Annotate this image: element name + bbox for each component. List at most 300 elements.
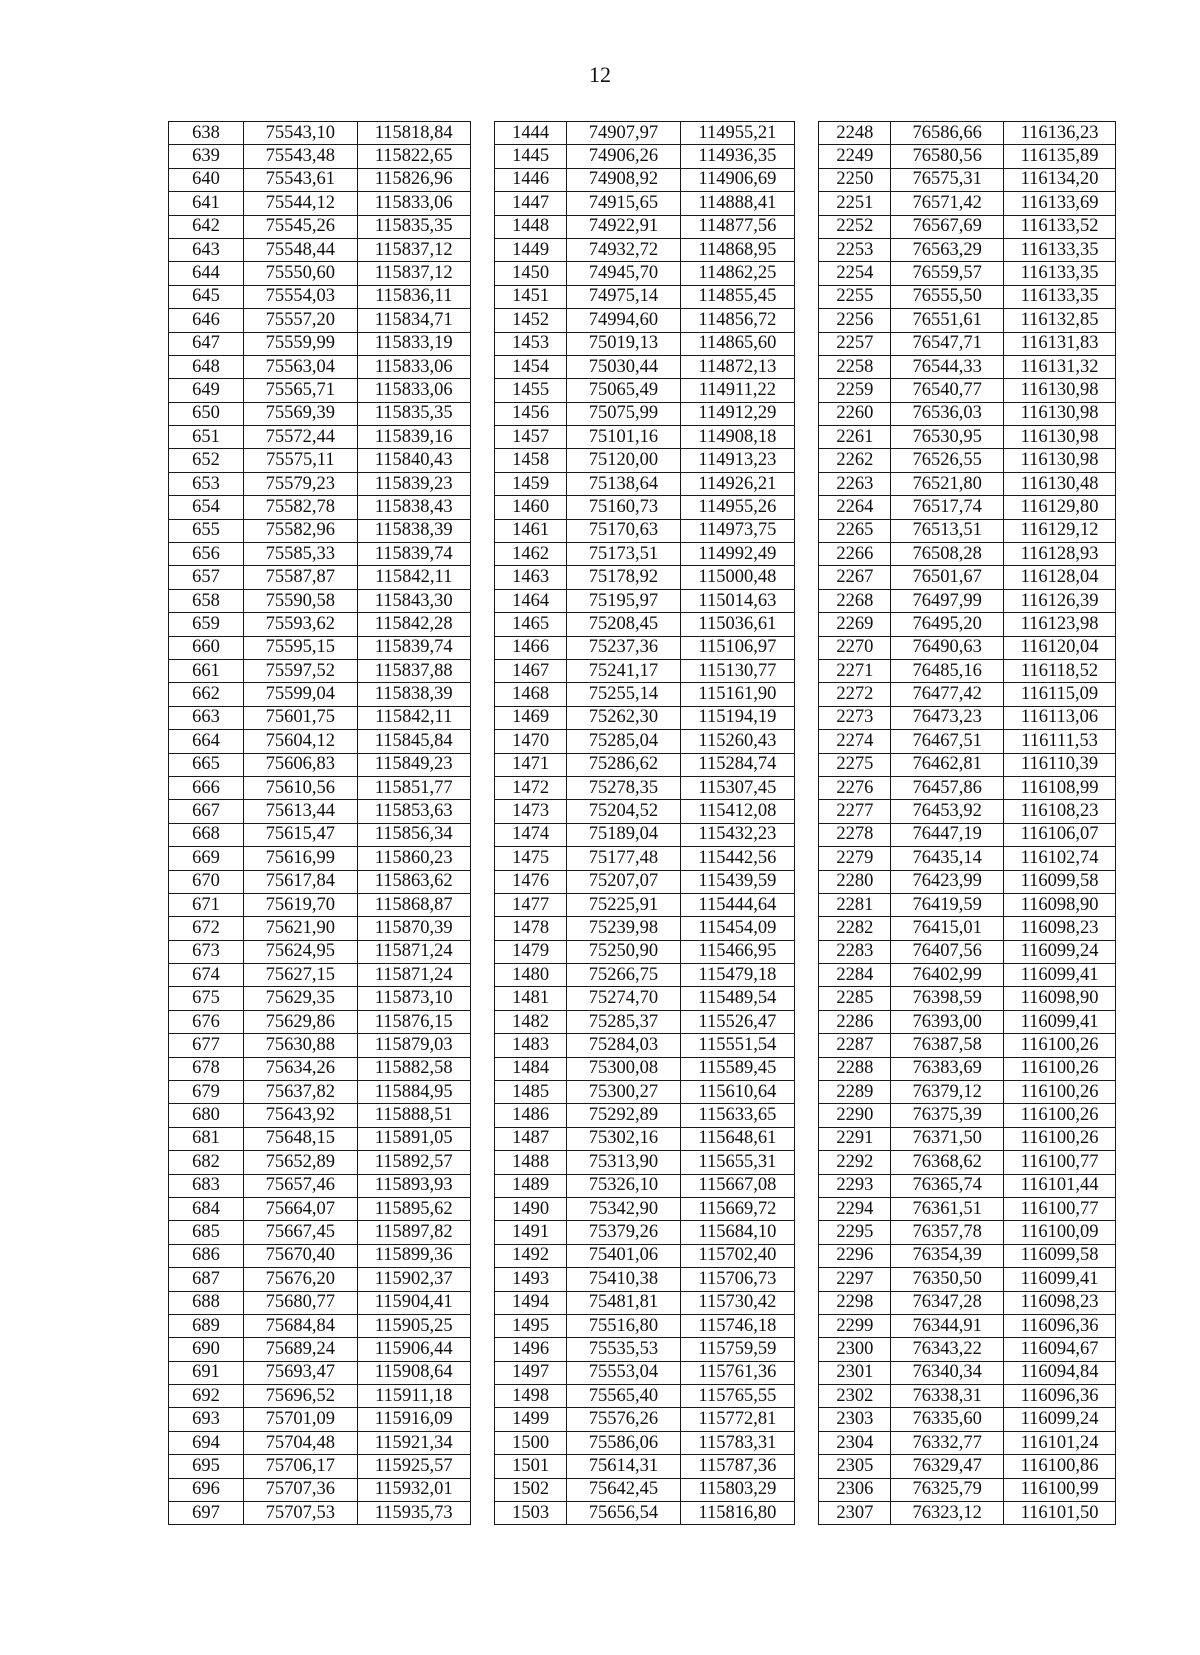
point-number-cell: 2255 — [819, 285, 891, 308]
y-coordinate-cell: 114872,13 — [680, 355, 794, 378]
point-number-cell: 2305 — [819, 1455, 891, 1478]
column-separator — [794, 987, 819, 1010]
y-coordinate-cell: 116100,26 — [1004, 1081, 1116, 1104]
y-coordinate-cell: 114936,35 — [680, 145, 794, 168]
y-coordinate-cell: 114955,26 — [680, 496, 794, 519]
column-separator — [470, 589, 495, 612]
x-coordinate-cell: 75554,03 — [243, 285, 357, 308]
y-coordinate-cell: 115839,23 — [357, 472, 470, 495]
x-coordinate-cell: 75300,27 — [567, 1081, 681, 1104]
y-coordinate-cell: 115833,06 — [357, 379, 470, 402]
column-separator — [470, 1314, 495, 1337]
x-coordinate-cell: 76508,28 — [891, 543, 1004, 566]
point-number-cell: 673 — [169, 940, 244, 963]
x-coordinate-cell: 75707,36 — [243, 1478, 357, 1501]
y-coordinate-cell: 116131,32 — [1004, 355, 1116, 378]
column-separator — [470, 1361, 495, 1384]
point-number-cell: 2289 — [819, 1081, 891, 1104]
y-coordinate-cell: 116120,04 — [1004, 636, 1116, 659]
y-coordinate-cell: 116100,26 — [1004, 1034, 1116, 1057]
x-coordinate-cell: 75565,71 — [243, 379, 357, 402]
y-coordinate-cell: 115873,10 — [357, 987, 470, 1010]
point-number-cell: 675 — [169, 987, 244, 1010]
x-coordinate-cell: 75619,70 — [243, 893, 357, 916]
column-separator — [470, 1010, 495, 1033]
x-coordinate-cell: 75101,16 — [567, 426, 681, 449]
table-row — [169, 262, 1116, 285]
y-coordinate-cell: 116099,41 — [1004, 1010, 1116, 1033]
point-number-cell: 2283 — [819, 940, 891, 963]
x-coordinate-cell: 75667,45 — [243, 1221, 357, 1244]
table-row — [169, 1151, 1116, 1174]
point-number-cell: 642 — [169, 215, 244, 238]
column-separator — [470, 753, 495, 776]
point-number-cell: 2278 — [819, 823, 891, 846]
coordinates-table — [168, 121, 1116, 1525]
y-coordinate-cell: 116130,98 — [1004, 449, 1116, 472]
x-coordinate-cell: 75285,04 — [567, 730, 681, 753]
point-number-cell: 2260 — [819, 402, 891, 425]
point-number-cell: 1465 — [495, 613, 567, 636]
column-separator — [470, 543, 495, 566]
x-coordinate-cell: 75696,52 — [243, 1385, 357, 1408]
x-coordinate-cell: 74994,60 — [567, 309, 681, 332]
y-coordinate-cell: 114912,29 — [680, 402, 794, 425]
x-coordinate-cell: 76387,58 — [891, 1034, 1004, 1057]
x-coordinate-cell: 75516,80 — [567, 1314, 681, 1337]
x-coordinate-cell: 75657,46 — [243, 1174, 357, 1197]
point-number-cell: 1491 — [495, 1221, 567, 1244]
y-coordinate-cell: 115818,84 — [357, 122, 470, 145]
x-coordinate-cell: 75401,06 — [567, 1244, 681, 1267]
column-separator — [470, 168, 495, 191]
x-coordinate-cell: 75237,36 — [567, 636, 681, 659]
column-separator — [794, 823, 819, 846]
point-number-cell: 674 — [169, 964, 244, 987]
y-coordinate-cell: 115442,56 — [680, 847, 794, 870]
column-separator — [794, 706, 819, 729]
column-separator — [794, 566, 819, 589]
column-separator — [470, 472, 495, 495]
x-coordinate-cell: 75535,53 — [567, 1338, 681, 1361]
column-separator — [470, 1057, 495, 1080]
x-coordinate-cell: 75595,15 — [243, 636, 357, 659]
x-coordinate-cell: 76379,12 — [891, 1081, 1004, 1104]
point-number-cell: 683 — [169, 1174, 244, 1197]
point-number-cell: 1482 — [495, 1010, 567, 1033]
x-coordinate-cell: 74922,91 — [567, 215, 681, 238]
point-number-cell: 2266 — [819, 543, 891, 566]
column-separator — [794, 519, 819, 542]
table-row — [169, 706, 1116, 729]
table-row — [169, 449, 1116, 472]
point-number-cell: 2304 — [819, 1431, 891, 1454]
x-coordinate-cell: 74975,14 — [567, 285, 681, 308]
y-coordinate-cell: 115838,39 — [357, 519, 470, 542]
y-coordinate-cell: 115849,23 — [357, 753, 470, 776]
point-number-cell: 1495 — [495, 1314, 567, 1337]
point-number-cell: 2250 — [819, 168, 891, 191]
y-coordinate-cell: 115908,64 — [357, 1361, 470, 1384]
point-number-cell: 2253 — [819, 238, 891, 261]
column-separator — [794, 1455, 819, 1478]
point-number-cell: 2258 — [819, 355, 891, 378]
point-number-cell: 2277 — [819, 800, 891, 823]
x-coordinate-cell: 76467,51 — [891, 730, 1004, 753]
x-coordinate-cell: 75300,08 — [567, 1057, 681, 1080]
point-number-cell: 2287 — [819, 1034, 891, 1057]
column-separator — [794, 1034, 819, 1057]
x-coordinate-cell: 75285,37 — [567, 1010, 681, 1033]
table-row — [169, 870, 1116, 893]
point-number-cell: 2299 — [819, 1314, 891, 1337]
point-number-cell: 682 — [169, 1151, 244, 1174]
y-coordinate-cell: 115803,29 — [680, 1478, 794, 1501]
x-coordinate-cell: 76526,55 — [891, 449, 1004, 472]
point-number-cell: 2270 — [819, 636, 891, 659]
column-separator — [794, 1057, 819, 1080]
point-number-cell: 2280 — [819, 870, 891, 893]
point-number-cell: 2302 — [819, 1385, 891, 1408]
point-number-cell: 2272 — [819, 683, 891, 706]
table-row — [169, 496, 1116, 519]
y-coordinate-cell: 114888,41 — [680, 192, 794, 215]
y-coordinate-cell: 116130,98 — [1004, 402, 1116, 425]
point-number-cell: 669 — [169, 847, 244, 870]
x-coordinate-cell: 75621,90 — [243, 917, 357, 940]
y-coordinate-cell: 116130,98 — [1004, 426, 1116, 449]
point-number-cell: 2271 — [819, 659, 891, 682]
y-coordinate-cell: 115816,80 — [680, 1502, 794, 1525]
x-coordinate-cell: 76447,19 — [891, 823, 1004, 846]
y-coordinate-cell: 115439,59 — [680, 870, 794, 893]
column-separator — [794, 1104, 819, 1127]
x-coordinate-cell: 75616,99 — [243, 847, 357, 870]
point-number-cell: 1470 — [495, 730, 567, 753]
x-coordinate-cell: 76402,99 — [891, 964, 1004, 987]
y-coordinate-cell: 116100,26 — [1004, 1104, 1116, 1127]
point-number-cell: 1473 — [495, 800, 567, 823]
x-coordinate-cell: 75065,49 — [567, 379, 681, 402]
y-coordinate-cell: 115891,05 — [357, 1127, 470, 1150]
column-separator — [794, 964, 819, 987]
point-number-cell: 2300 — [819, 1338, 891, 1361]
point-number-cell: 684 — [169, 1197, 244, 1220]
y-coordinate-cell: 115838,43 — [357, 496, 470, 519]
y-coordinate-cell: 114913,23 — [680, 449, 794, 472]
point-number-cell: 2267 — [819, 566, 891, 589]
y-coordinate-cell: 115444,64 — [680, 893, 794, 916]
column-separator — [794, 332, 819, 355]
y-coordinate-cell: 116098,90 — [1004, 893, 1116, 916]
x-coordinate-cell: 75664,07 — [243, 1197, 357, 1220]
x-coordinate-cell: 75278,35 — [567, 776, 681, 799]
x-coordinate-cell: 75544,12 — [243, 192, 357, 215]
x-coordinate-cell: 76354,39 — [891, 1244, 1004, 1267]
x-coordinate-cell: 75173,51 — [567, 543, 681, 566]
x-coordinate-cell: 76485,16 — [891, 659, 1004, 682]
y-coordinate-cell: 115551,54 — [680, 1034, 794, 1057]
y-coordinate-cell: 116100,26 — [1004, 1057, 1116, 1080]
point-number-cell: 1500 — [495, 1431, 567, 1454]
point-number-cell: 638 — [169, 122, 244, 145]
y-coordinate-cell: 115906,44 — [357, 1338, 470, 1361]
x-coordinate-cell: 76501,67 — [891, 566, 1004, 589]
x-coordinate-cell: 76563,29 — [891, 238, 1004, 261]
y-coordinate-cell: 115925,57 — [357, 1455, 470, 1478]
point-number-cell: 1452 — [495, 309, 567, 332]
x-coordinate-cell: 75481,81 — [567, 1291, 681, 1314]
table-row — [169, 332, 1116, 355]
x-coordinate-cell: 75284,03 — [567, 1034, 681, 1057]
y-coordinate-cell: 116102,74 — [1004, 847, 1116, 870]
column-separator — [470, 1338, 495, 1361]
column-separator — [470, 215, 495, 238]
column-separator — [794, 940, 819, 963]
point-number-cell: 1474 — [495, 823, 567, 846]
point-number-cell: 2274 — [819, 730, 891, 753]
y-coordinate-cell: 115836,11 — [357, 285, 470, 308]
x-coordinate-cell: 76497,99 — [891, 589, 1004, 612]
column-separator — [794, 1151, 819, 1174]
x-coordinate-cell: 75582,96 — [243, 519, 357, 542]
x-coordinate-cell: 75572,44 — [243, 426, 357, 449]
x-coordinate-cell: 76453,92 — [891, 800, 1004, 823]
x-coordinate-cell: 75160,73 — [567, 496, 681, 519]
column-separator — [470, 309, 495, 332]
y-coordinate-cell: 116099,41 — [1004, 964, 1116, 987]
x-coordinate-cell: 76419,59 — [891, 893, 1004, 916]
point-number-cell: 2259 — [819, 379, 891, 402]
x-coordinate-cell: 75548,44 — [243, 238, 357, 261]
table-row — [169, 519, 1116, 542]
point-number-cell: 2249 — [819, 145, 891, 168]
y-coordinate-cell: 115284,74 — [680, 753, 794, 776]
x-coordinate-cell: 76575,31 — [891, 168, 1004, 191]
x-coordinate-cell: 75120,00 — [567, 449, 681, 472]
point-number-cell: 1458 — [495, 449, 567, 472]
y-coordinate-cell: 114973,75 — [680, 519, 794, 542]
column-separator — [794, 1502, 819, 1525]
point-number-cell: 688 — [169, 1291, 244, 1314]
point-number-cell: 1461 — [495, 519, 567, 542]
x-coordinate-cell: 75676,20 — [243, 1268, 357, 1291]
table-row — [169, 122, 1116, 145]
column-separator — [794, 589, 819, 612]
point-number-cell: 2306 — [819, 1478, 891, 1501]
y-coordinate-cell: 115902,37 — [357, 1268, 470, 1291]
x-coordinate-cell: 75684,84 — [243, 1314, 357, 1337]
table-row — [169, 426, 1116, 449]
column-separator — [470, 1385, 495, 1408]
point-number-cell: 671 — [169, 893, 244, 916]
y-coordinate-cell: 115921,34 — [357, 1431, 470, 1454]
x-coordinate-cell: 75707,53 — [243, 1502, 357, 1525]
point-number-cell: 672 — [169, 917, 244, 940]
x-coordinate-cell: 76555,50 — [891, 285, 1004, 308]
y-coordinate-cell: 115899,36 — [357, 1244, 470, 1267]
column-separator — [470, 1244, 495, 1267]
y-coordinate-cell: 116101,24 — [1004, 1431, 1116, 1454]
y-coordinate-cell: 116136,23 — [1004, 122, 1116, 145]
point-number-cell: 1489 — [495, 1174, 567, 1197]
column-separator — [470, 917, 495, 940]
x-coordinate-cell: 76332,77 — [891, 1431, 1004, 1454]
x-coordinate-cell: 75597,52 — [243, 659, 357, 682]
x-coordinate-cell: 74945,70 — [567, 262, 681, 285]
column-separator — [794, 800, 819, 823]
point-number-cell: 664 — [169, 730, 244, 753]
column-separator — [794, 1385, 819, 1408]
column-separator — [470, 238, 495, 261]
column-separator — [470, 1127, 495, 1150]
column-separator — [794, 917, 819, 940]
point-number-cell: 2297 — [819, 1268, 891, 1291]
y-coordinate-cell: 114911,22 — [680, 379, 794, 402]
y-coordinate-cell: 115706,73 — [680, 1268, 794, 1291]
column-separator — [794, 893, 819, 916]
y-coordinate-cell: 115765,55 — [680, 1385, 794, 1408]
y-coordinate-cell: 115845,84 — [357, 730, 470, 753]
y-coordinate-cell: 116133,52 — [1004, 215, 1116, 238]
y-coordinate-cell: 115839,16 — [357, 426, 470, 449]
x-coordinate-cell: 76329,47 — [891, 1455, 1004, 1478]
column-separator — [470, 262, 495, 285]
point-number-cell: 663 — [169, 706, 244, 729]
y-coordinate-cell: 115772,81 — [680, 1408, 794, 1431]
table-row — [169, 776, 1116, 799]
point-number-cell: 2276 — [819, 776, 891, 799]
x-coordinate-cell: 75590,58 — [243, 589, 357, 612]
point-number-cell: 658 — [169, 589, 244, 612]
x-coordinate-cell: 74908,92 — [567, 168, 681, 191]
y-coordinate-cell: 115863,62 — [357, 870, 470, 893]
column-separator — [470, 659, 495, 682]
point-number-cell: 647 — [169, 332, 244, 355]
point-number-cell: 2252 — [819, 215, 891, 238]
x-coordinate-cell: 76338,31 — [891, 1385, 1004, 1408]
y-coordinate-cell: 115822,65 — [357, 145, 470, 168]
y-coordinate-cell: 116094,67 — [1004, 1338, 1116, 1361]
column-separator — [794, 776, 819, 799]
x-coordinate-cell: 76435,14 — [891, 847, 1004, 870]
table-row — [169, 940, 1116, 963]
x-coordinate-cell: 76347,28 — [891, 1291, 1004, 1314]
column-separator — [794, 122, 819, 145]
table-row — [169, 1502, 1116, 1525]
x-coordinate-cell: 75656,54 — [567, 1502, 681, 1525]
x-coordinate-cell: 76517,74 — [891, 496, 1004, 519]
y-coordinate-cell: 116135,89 — [1004, 145, 1116, 168]
y-coordinate-cell: 115479,18 — [680, 964, 794, 987]
point-number-cell: 644 — [169, 262, 244, 285]
table-row — [169, 847, 1116, 870]
point-number-cell: 668 — [169, 823, 244, 846]
y-coordinate-cell: 115935,73 — [357, 1502, 470, 1525]
x-coordinate-cell: 75543,10 — [243, 122, 357, 145]
y-coordinate-cell: 114856,72 — [680, 309, 794, 332]
point-number-cell: 2261 — [819, 426, 891, 449]
point-number-cell: 2275 — [819, 753, 891, 776]
x-coordinate-cell: 76462,81 — [891, 753, 1004, 776]
y-coordinate-cell: 115655,31 — [680, 1151, 794, 1174]
column-separator — [794, 1361, 819, 1384]
point-number-cell: 1487 — [495, 1127, 567, 1150]
table-row — [169, 285, 1116, 308]
y-coordinate-cell: 115787,36 — [680, 1455, 794, 1478]
y-coordinate-cell: 115746,18 — [680, 1314, 794, 1337]
x-coordinate-cell: 75680,77 — [243, 1291, 357, 1314]
point-number-cell: 695 — [169, 1455, 244, 1478]
x-coordinate-cell: 75569,39 — [243, 402, 357, 425]
column-separator — [470, 426, 495, 449]
table-row — [169, 917, 1116, 940]
y-coordinate-cell: 115835,35 — [357, 402, 470, 425]
point-number-cell: 1467 — [495, 659, 567, 682]
x-coordinate-cell: 75545,26 — [243, 215, 357, 238]
table-row — [169, 543, 1116, 566]
x-coordinate-cell: 75643,92 — [243, 1104, 357, 1127]
y-coordinate-cell: 115916,09 — [357, 1408, 470, 1431]
y-coordinate-cell: 115130,77 — [680, 659, 794, 682]
column-separator — [794, 1197, 819, 1220]
table-row — [169, 1338, 1116, 1361]
point-number-cell: 643 — [169, 238, 244, 261]
y-coordinate-cell: 114906,69 — [680, 168, 794, 191]
point-number-cell: 1483 — [495, 1034, 567, 1057]
table-row — [169, 355, 1116, 378]
table-row — [169, 168, 1116, 191]
y-coordinate-cell: 116100,09 — [1004, 1221, 1116, 1244]
x-coordinate-cell: 75617,84 — [243, 870, 357, 893]
y-coordinate-cell: 116096,36 — [1004, 1385, 1116, 1408]
point-number-cell: 1462 — [495, 543, 567, 566]
y-coordinate-cell: 116113,06 — [1004, 706, 1116, 729]
x-coordinate-cell: 75286,62 — [567, 753, 681, 776]
point-number-cell: 1459 — [495, 472, 567, 495]
x-coordinate-cell: 76551,61 — [891, 309, 1004, 332]
y-coordinate-cell: 115837,88 — [357, 659, 470, 682]
point-number-cell: 2288 — [819, 1057, 891, 1080]
point-number-cell: 2296 — [819, 1244, 891, 1267]
y-coordinate-cell: 115466,95 — [680, 940, 794, 963]
column-separator — [794, 426, 819, 449]
y-coordinate-cell: 115870,39 — [357, 917, 470, 940]
x-coordinate-cell: 75262,30 — [567, 706, 681, 729]
x-coordinate-cell: 75313,90 — [567, 1151, 681, 1174]
y-coordinate-cell: 115842,11 — [357, 706, 470, 729]
point-number-cell: 1463 — [495, 566, 567, 589]
y-coordinate-cell: 115106,97 — [680, 636, 794, 659]
point-number-cell: 648 — [169, 355, 244, 378]
y-coordinate-cell: 116094,84 — [1004, 1361, 1116, 1384]
y-coordinate-cell: 115892,57 — [357, 1151, 470, 1174]
point-number-cell: 2295 — [819, 1221, 891, 1244]
y-coordinate-cell: 116100,99 — [1004, 1478, 1116, 1501]
point-number-cell: 1454 — [495, 355, 567, 378]
point-number-cell: 670 — [169, 870, 244, 893]
y-coordinate-cell: 115856,34 — [357, 823, 470, 846]
x-coordinate-cell: 76383,69 — [891, 1057, 1004, 1080]
column-separator — [470, 706, 495, 729]
table-row — [169, 1361, 1116, 1384]
y-coordinate-cell: 115893,93 — [357, 1174, 470, 1197]
point-number-cell: 1457 — [495, 426, 567, 449]
column-separator — [794, 613, 819, 636]
y-coordinate-cell: 115489,54 — [680, 987, 794, 1010]
x-coordinate-cell: 76357,78 — [891, 1221, 1004, 1244]
table-row — [169, 1385, 1116, 1408]
